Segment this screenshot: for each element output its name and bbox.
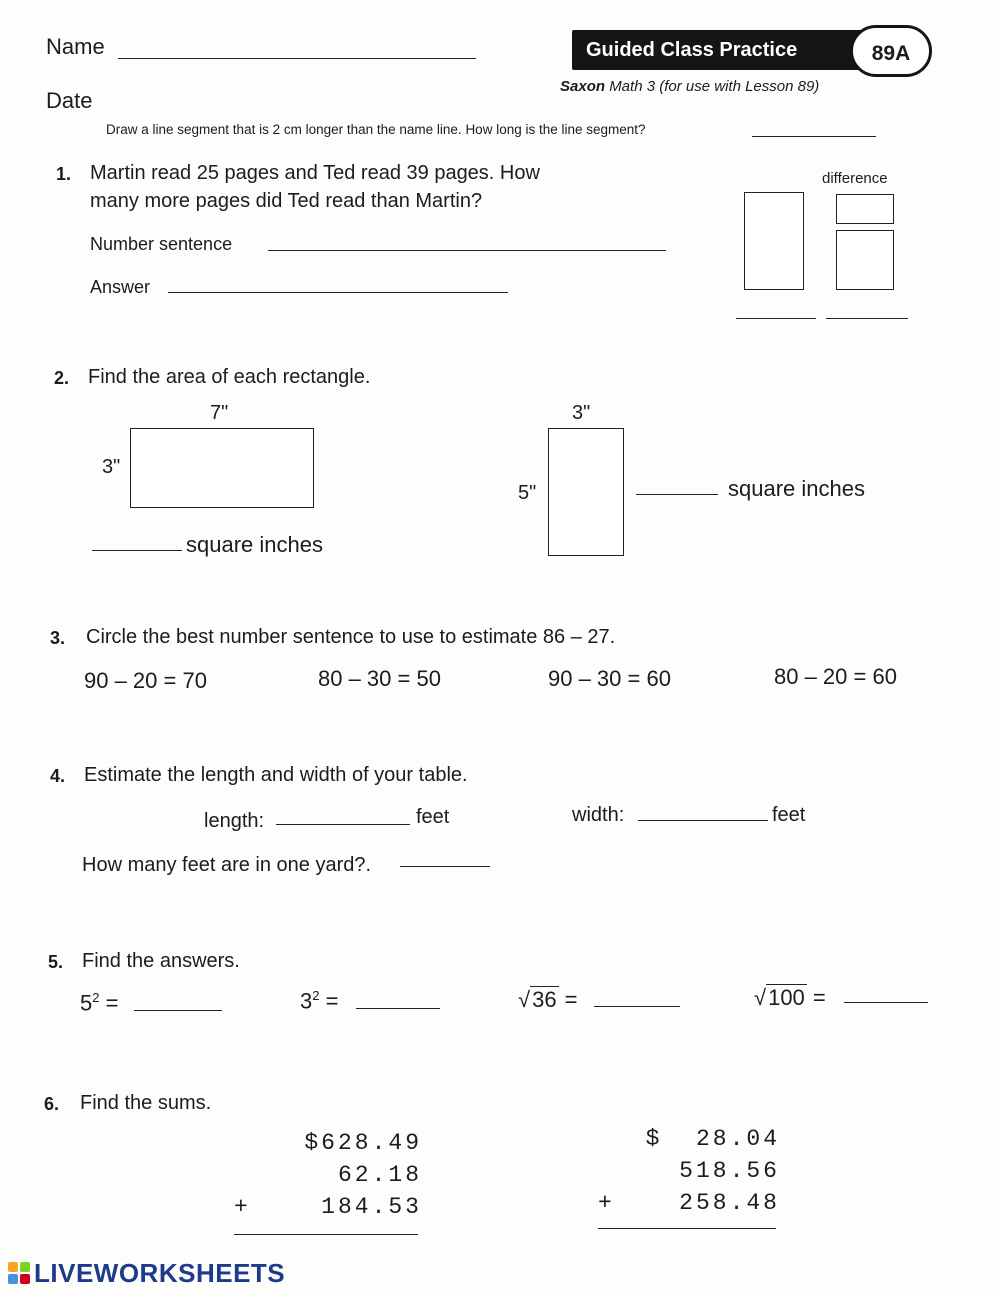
- name-line[interactable]: [118, 58, 476, 59]
- logo-square-3: [8, 1274, 18, 1284]
- length-label: length:: [204, 810, 265, 832]
- logo-square-4: [20, 1274, 30, 1284]
- sum1-answer-line[interactable]: [234, 1234, 418, 1235]
- diagram-part-box[interactable]: [836, 230, 894, 290]
- rect2-height-label: 5": [518, 482, 537, 504]
- rect1-unit: square inches: [186, 532, 323, 557]
- banner-title: Guided Class Practice: [572, 30, 862, 70]
- logo-square-2: [20, 1262, 30, 1272]
- instruction-answer-line[interactable]: [752, 136, 876, 137]
- book-reference: [560, 78, 819, 95]
- sum2-answer-line[interactable]: [598, 1228, 776, 1229]
- q5-item4-radicand: 100: [768, 985, 805, 1010]
- length-answer-line[interactable]: [276, 824, 410, 825]
- q1-number: 1.: [56, 164, 72, 184]
- q5-answer-line-1[interactable]: [134, 1010, 222, 1011]
- q1-answer-label: Answer: [90, 277, 151, 297]
- q2-text: Find the area of each rectangle.: [88, 366, 371, 388]
- diagram-whole-box[interactable]: [744, 192, 804, 290]
- rect2-unit: square inches: [728, 476, 865, 501]
- width-unit: feet: [772, 804, 806, 826]
- sum2-addend-3: 258.48: [679, 1190, 780, 1216]
- q1-sentence-label: Number sentence: [90, 234, 233, 254]
- sum1-addend-1: $628.49: [304, 1130, 422, 1156]
- sum1-addend-3: 184.53: [321, 1194, 422, 1220]
- rect1-height-label: 3": [102, 456, 121, 478]
- sum1-addend-2: 62.18: [337, 1162, 422, 1188]
- q6-text: Find the sums.: [80, 1092, 212, 1114]
- q5-item-sqrt-36: √36 =: [518, 987, 578, 1012]
- rect2-answer-line[interactable]: [636, 494, 718, 495]
- difference-label: difference: [822, 170, 888, 187]
- q4-text: Estimate the length and width of your table.: [84, 764, 468, 786]
- q4-number: 4.: [50, 766, 66, 786]
- q1-text-line2: many more pages did Ted read than Martin?: [90, 190, 483, 212]
- sum1-plus-sign: +: [234, 1194, 251, 1220]
- logo-mark-icon: [8, 1262, 30, 1284]
- q5-item2-eq: =: [319, 988, 339, 1014]
- q5-text: Find the answers.: [82, 950, 240, 972]
- width-label: width:: [572, 804, 625, 826]
- q5-answer-line-2[interactable]: [356, 1008, 440, 1009]
- rectangle-3x5: [548, 428, 624, 556]
- q6-number: 6.: [44, 1094, 60, 1114]
- lesson-badge: 89A: [850, 25, 932, 77]
- q3-number: 3.: [50, 628, 66, 648]
- q3-option-1[interactable]: 90 – 20 = 70: [84, 668, 207, 693]
- q5-item1-eq: =: [99, 990, 119, 1016]
- book-title: Saxon: [560, 78, 606, 95]
- diagram-line-right[interactable]: [826, 318, 908, 319]
- q3-text: Circle the best number sentence to use to estimate 86 – 27.: [86, 626, 616, 648]
- rect2-width-label: 3": [572, 402, 591, 424]
- q1-sentence-line[interactable]: [268, 250, 666, 251]
- q2-number: 2.: [54, 368, 70, 388]
- yard-answer-line[interactable]: [400, 866, 490, 867]
- book-subtitle: Math 3 (for use with Lesson 89): [609, 78, 820, 95]
- sum2-plus-sign: +: [598, 1190, 615, 1216]
- q3-option-3[interactable]: 90 – 30 = 60: [548, 666, 671, 691]
- sum2-addend-1: $ 28.04: [645, 1126, 780, 1152]
- name-label: Name: [46, 34, 105, 59]
- diagram-difference-box[interactable]: [836, 194, 894, 224]
- q5-item4-eq: =: [806, 985, 826, 1010]
- liveworksheets-logo[interactable]: [8, 1256, 285, 1290]
- q5-item-sqrt-100: √100 =: [754, 985, 826, 1010]
- rect1-width-label: 7": [210, 402, 229, 424]
- q5-item2-base: 3: [300, 988, 313, 1014]
- q5-answer-line-3[interactable]: [594, 1006, 680, 1007]
- rect1-answer-line[interactable]: [92, 550, 182, 551]
- logo-text: LIVEWORKSHEETS: [34, 1257, 286, 1288]
- date-label: Date: [46, 88, 93, 113]
- q5-item1-exp: 2: [92, 990, 100, 1005]
- q5-item1-base: 5: [80, 990, 93, 1016]
- length-unit: feet: [416, 806, 450, 828]
- q5-answer-line-4[interactable]: [844, 1002, 928, 1003]
- width-answer-line[interactable]: [638, 820, 768, 821]
- q5-item-three-squared: [300, 988, 338, 1014]
- logo-square-1: [8, 1262, 18, 1272]
- q5-item3-eq: =: [558, 987, 578, 1012]
- q1-text-line1: Martin read 25 pages and Ted read 39 pages. How: [90, 162, 540, 184]
- q5-item3-radicand: 36: [532, 987, 557, 1012]
- q5-number: 5.: [48, 952, 64, 972]
- q5-item2-exp: 2: [312, 988, 320, 1003]
- instruction-text: Draw a line segment that is 2 cm longer than the name line. How long is the line segment?: [106, 122, 646, 137]
- q3-option-4[interactable]: 80 – 20 = 60: [774, 664, 897, 689]
- diagram-line-left[interactable]: [736, 318, 816, 319]
- q5-item-five-squared: [80, 990, 118, 1016]
- q3-option-2[interactable]: 80 – 30 = 50: [318, 666, 441, 691]
- yard-question: How many feet are in one yard?.: [82, 854, 372, 876]
- sum2-addend-2: 518.56: [679, 1158, 780, 1184]
- q1-answer-line[interactable]: [168, 292, 508, 293]
- rectangle-7x3: [130, 428, 314, 508]
